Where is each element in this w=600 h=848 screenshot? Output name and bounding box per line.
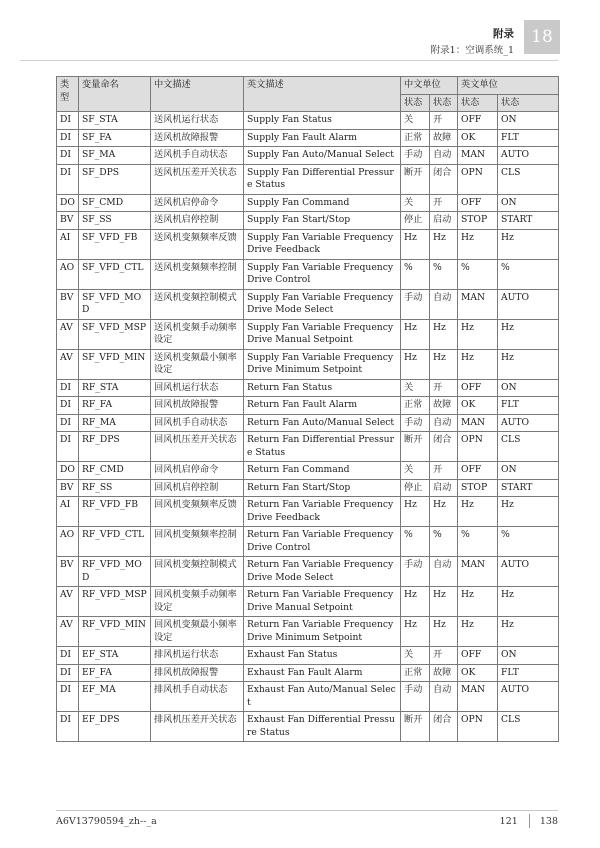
cell-cn-state-a: Hz	[401, 319, 430, 349]
table-row	[57, 712, 559, 742]
cell-type: DI	[57, 432, 79, 462]
cell-en-state-a: OPN	[458, 432, 498, 462]
cell-cn-desc: 排风机手自动状态	[151, 682, 244, 712]
cell-type: DI	[57, 379, 79, 397]
cell-cn-state-b: Hz	[430, 497, 458, 527]
cell-variable: RF_DPS	[79, 432, 151, 462]
cell-variable: SF_MA	[79, 147, 151, 165]
cell-type: AV	[57, 587, 79, 617]
table-row	[57, 112, 559, 130]
cell-cn-state-b: 自动	[430, 147, 458, 165]
cell-type: DI	[57, 147, 79, 165]
cell-cn-state-b: 故障	[430, 397, 458, 415]
cell-type: DI	[57, 414, 79, 432]
cell-cn-state-a: 关	[401, 462, 430, 480]
cell-cn-desc: 送风机启停命令	[151, 194, 244, 212]
cell-en-state-b: Hz	[498, 349, 559, 379]
cell-type: DI	[57, 664, 79, 682]
cell-cn-state-b: 闭合	[430, 432, 458, 462]
cell-type: BV	[57, 289, 79, 319]
cell-variable: RF_FA	[79, 397, 151, 415]
cell-en-state-a: OFF	[458, 112, 498, 130]
cell-en-state-b: FLT	[498, 664, 559, 682]
cell-cn-state-a: 停止	[401, 212, 430, 230]
cell-en-state-b: AUTO	[498, 557, 559, 587]
header-title: 附录	[493, 28, 514, 40]
cell-variable: EF_STA	[79, 647, 151, 665]
header-state: 状态	[430, 94, 458, 112]
cell-en-desc: Supply Fan Variable Frequency Drive Control	[244, 259, 401, 289]
cell-cn-desc: 回风机启停控制	[151, 479, 244, 497]
table-row	[57, 212, 559, 230]
cell-variable: RF_CMD	[79, 462, 151, 480]
cell-cn-state-b: %	[430, 259, 458, 289]
cell-cn-state-b: 启动	[430, 212, 458, 230]
cell-cn-desc: 回风机故障报警	[151, 397, 244, 415]
cell-cn-state-a: 关	[401, 194, 430, 212]
cell-cn-desc: 回风机变频手动频率设定	[151, 587, 244, 617]
cell-variable: EF_DPS	[79, 712, 151, 742]
cell-en-state-b: AUTO	[498, 682, 559, 712]
cell-variable: SF_VFD_MSP	[79, 319, 151, 349]
cell-cn-desc: 回风机变频最小频率设定	[151, 617, 244, 647]
table-row	[57, 647, 559, 665]
cell-cn-state-a: Hz	[401, 229, 430, 259]
cell-cn-state-b: 自动	[430, 557, 458, 587]
cell-cn-state-a: 断开	[401, 712, 430, 742]
cell-en-state-a: Hz	[458, 349, 498, 379]
cell-en-desc: Supply Fan Start/Stop	[244, 212, 401, 230]
cell-cn-desc: 送风机变频最小频率设定	[151, 349, 244, 379]
cell-en-state-b: ON	[498, 112, 559, 130]
cell-en-state-b: Hz	[498, 319, 559, 349]
cell-en-desc: Return Fan Status	[244, 379, 401, 397]
cell-cn-state-b: Hz	[430, 587, 458, 617]
page-total: 138	[539, 816, 558, 827]
cell-en-desc: Exhaust Fan Fault Alarm	[244, 664, 401, 682]
cell-cn-desc: 回风机变频频率控制	[151, 527, 244, 557]
cell-cn-desc: 送风机变频频率反馈	[151, 229, 244, 259]
cell-en-desc: Supply Fan Variable Frequency Drive Minimum Setpoint	[244, 349, 401, 379]
table-row	[57, 432, 559, 462]
cell-en-state-a: MAN	[458, 557, 498, 587]
cell-en-desc: Supply Fan Variable Frequency Drive Mode Select	[244, 289, 401, 319]
cell-en-state-b: AUTO	[498, 414, 559, 432]
cell-cn-desc: 送风机运行状态	[151, 112, 244, 130]
cell-cn-state-a: 手动	[401, 682, 430, 712]
header-rule	[20, 60, 558, 61]
table-row	[57, 164, 559, 194]
cell-en-desc: Supply Fan Variable Frequency Drive Manual Setpoint	[244, 319, 401, 349]
cell-en-desc: Return Fan Start/Stop	[244, 479, 401, 497]
cell-en-state-b: %	[498, 259, 559, 289]
cell-cn-state-a: 关	[401, 379, 430, 397]
cell-cn-desc: 送风机变频手动频率设定	[151, 319, 244, 349]
cell-variable: RF_VFD_CTL	[79, 527, 151, 557]
cell-en-desc: Return Fan Fault Alarm	[244, 397, 401, 415]
cell-cn-desc: 送风机启停控制	[151, 212, 244, 230]
cell-cn-state-b: 故障	[430, 664, 458, 682]
cell-variable: RF_STA	[79, 379, 151, 397]
table-body	[57, 112, 559, 742]
header-state: 状态	[498, 94, 559, 112]
cell-en-desc: Exhaust Fan Differential Pressure Status	[244, 712, 401, 742]
cell-en-desc: Return Fan Variable Frequency Drive Manual Setpoint	[244, 587, 401, 617]
cell-en-state-a: Hz	[458, 617, 498, 647]
cell-en-state-a: OPN	[458, 164, 498, 194]
cell-variable: SF_STA	[79, 112, 151, 130]
cell-variable: SF_DPS	[79, 164, 151, 194]
cell-en-desc: Return Fan Auto/Manual Select	[244, 414, 401, 432]
cell-cn-state-a: Hz	[401, 497, 430, 527]
cell-en-desc: Return Fan Variable Frequency Drive Control	[244, 527, 401, 557]
cell-type: DI	[57, 682, 79, 712]
cell-variable: SF_SS	[79, 212, 151, 230]
table-row	[57, 587, 559, 617]
cell-cn-state-b: 开	[430, 194, 458, 212]
table-row	[57, 557, 559, 587]
cell-en-state-b: Hz	[498, 587, 559, 617]
cell-en-state-a: OFF	[458, 462, 498, 480]
cell-en-state-a: Hz	[458, 497, 498, 527]
cell-type: AI	[57, 229, 79, 259]
table-row	[57, 682, 559, 712]
cell-variable: EF_FA	[79, 664, 151, 682]
cell-en-state-a: %	[458, 527, 498, 557]
cell-cn-state-b: %	[430, 527, 458, 557]
cell-en-desc: Return Fan Variable Frequency Drive Mode Select	[244, 557, 401, 587]
cell-cn-state-a: %	[401, 259, 430, 289]
cell-en-desc: Supply Fan Status	[244, 112, 401, 130]
cell-en-desc: Supply Fan Differential Pressure Status	[244, 164, 401, 194]
cell-type: AV	[57, 319, 79, 349]
cell-cn-desc: 排风机压差开关状态	[151, 712, 244, 742]
cell-cn-state-a: Hz	[401, 617, 430, 647]
table-row	[57, 497, 559, 527]
table-row	[57, 349, 559, 379]
cell-en-state-a: STOP	[458, 479, 498, 497]
cell-cn-state-a: 关	[401, 112, 430, 130]
cell-type: AO	[57, 259, 79, 289]
table-row	[57, 129, 559, 147]
cell-en-state-a: MAN	[458, 414, 498, 432]
cell-variable: RF_SS	[79, 479, 151, 497]
cell-variable: EF_MA	[79, 682, 151, 712]
table-row	[57, 379, 559, 397]
cell-en-state-b: AUTO	[498, 289, 559, 319]
table-row	[57, 229, 559, 259]
cell-variable: SF_VFD_CTL	[79, 259, 151, 289]
cell-cn-state-a: Hz	[401, 349, 430, 379]
cell-cn-desc: 送风机变频频率控制	[151, 259, 244, 289]
cell-variable: RF_VFD_MSP	[79, 587, 151, 617]
table-row	[57, 462, 559, 480]
cell-en-state-b: FLT	[498, 397, 559, 415]
cell-variable: SF_FA	[79, 129, 151, 147]
cell-cn-desc: 送风机压差开关状态	[151, 164, 244, 194]
cell-type: DI	[57, 397, 79, 415]
footer-doc-id: A6V13790594_zh--_a	[56, 816, 157, 827]
cell-en-state-a: OK	[458, 397, 498, 415]
cell-en-state-b: Hz	[498, 617, 559, 647]
cell-type: DI	[57, 112, 79, 130]
cell-en-state-b: FLT	[498, 129, 559, 147]
cell-type: AO	[57, 527, 79, 557]
cell-en-state-a: OPN	[458, 712, 498, 742]
cell-cn-desc: 回风机运行状态	[151, 379, 244, 397]
cell-en-state-a: MAN	[458, 289, 498, 319]
cell-en-state-a: Hz	[458, 587, 498, 617]
cell-cn-state-b: 开	[430, 112, 458, 130]
cell-en-desc: Exhaust Fan Auto/Manual Select	[244, 682, 401, 712]
header-en-desc: 英文描述	[244, 77, 401, 112]
header-variable: 变量命名	[79, 77, 151, 112]
cell-variable: SF_VFD_MIN	[79, 349, 151, 379]
cell-en-state-a: Hz	[458, 319, 498, 349]
cell-type: DO	[57, 462, 79, 480]
cell-cn-state-a: 断开	[401, 432, 430, 462]
table-row	[57, 319, 559, 349]
cell-cn-state-b: 开	[430, 379, 458, 397]
cell-en-state-b: ON	[498, 647, 559, 665]
header-en-unit: 英文单位	[458, 77, 559, 95]
cell-cn-desc: 排风机运行状态	[151, 647, 244, 665]
cell-en-state-a: STOP	[458, 212, 498, 230]
cell-variable: RF_MA	[79, 414, 151, 432]
cell-cn-desc: 回风机启停命令	[151, 462, 244, 480]
cell-en-desc: Supply Fan Auto/Manual Select	[244, 147, 401, 165]
cell-variable: SF_CMD	[79, 194, 151, 212]
cell-en-state-a: Hz	[458, 229, 498, 259]
table-row	[57, 147, 559, 165]
cell-en-state-a: %	[458, 259, 498, 289]
cell-cn-state-b: Hz	[430, 229, 458, 259]
cell-cn-state-a: %	[401, 527, 430, 557]
header-type: 类型	[57, 77, 79, 112]
cell-en-state-b: ON	[498, 462, 559, 480]
cell-en-desc: Supply Fan Variable Frequency Drive Feedback	[244, 229, 401, 259]
footer-separator	[529, 814, 530, 828]
cell-variable: RF_VFD_MIN	[79, 617, 151, 647]
cell-en-state-b: Hz	[498, 229, 559, 259]
cell-cn-desc: 排风机故障报警	[151, 664, 244, 682]
cell-cn-desc: 送风机变频控制模式	[151, 289, 244, 319]
cell-en-state-a: OFF	[458, 647, 498, 665]
cell-cn-state-b: 闭合	[430, 712, 458, 742]
header-state: 状态	[458, 94, 498, 112]
cell-cn-desc: 回风机压差开关状态	[151, 432, 244, 462]
cell-cn-state-b: 自动	[430, 682, 458, 712]
cell-cn-state-b: 闭合	[430, 164, 458, 194]
cell-en-state-b: %	[498, 527, 559, 557]
header-state: 状态	[401, 94, 430, 112]
cell-cn-state-b: Hz	[430, 349, 458, 379]
cell-en-state-a: MAN	[458, 147, 498, 165]
cell-en-state-a: MAN	[458, 682, 498, 712]
cell-en-state-b: CLS	[498, 712, 559, 742]
cell-cn-state-a: 正常	[401, 397, 430, 415]
cell-cn-state-b: Hz	[430, 319, 458, 349]
cell-en-state-b: ON	[498, 379, 559, 397]
header-cn-unit: 中文单位	[401, 77, 458, 95]
cell-type: DI	[57, 712, 79, 742]
table-row	[57, 289, 559, 319]
cell-variable: RF_VFD_FB	[79, 497, 151, 527]
cell-en-state-b: ON	[498, 194, 559, 212]
cell-type: DI	[57, 129, 79, 147]
table-row	[57, 397, 559, 415]
cell-type: DI	[57, 647, 79, 665]
cell-en-desc: Return Fan Variable Frequency Drive Feedback	[244, 497, 401, 527]
cell-type: AV	[57, 617, 79, 647]
cell-cn-state-a: 断开	[401, 164, 430, 194]
cell-en-state-a: OFF	[458, 194, 498, 212]
cell-en-desc: Return Fan Command	[244, 462, 401, 480]
cell-cn-state-a: Hz	[401, 587, 430, 617]
header-subtitle: 附录1：空调系统_1	[430, 45, 514, 56]
table-row	[57, 527, 559, 557]
table-row	[57, 414, 559, 432]
cell-cn-state-a: 手动	[401, 289, 430, 319]
cell-variable: SF_VFD_MOD	[79, 289, 151, 319]
table-row	[57, 194, 559, 212]
page-current: 121	[499, 816, 518, 827]
cell-type: DO	[57, 194, 79, 212]
table-row	[57, 664, 559, 682]
cell-cn-state-a: 手动	[401, 557, 430, 587]
cell-cn-desc: 回风机手自动状态	[151, 414, 244, 432]
cell-cn-state-b: 自动	[430, 289, 458, 319]
cell-cn-state-b: 故障	[430, 129, 458, 147]
cell-en-desc: Supply Fan Fault Alarm	[244, 129, 401, 147]
cell-variable: SF_VFD_FB	[79, 229, 151, 259]
cell-cn-state-a: 关	[401, 647, 430, 665]
cell-en-state-a: OFF	[458, 379, 498, 397]
cell-type: DI	[57, 164, 79, 194]
cell-en-state-b: START	[498, 212, 559, 230]
cell-cn-state-a: 停止	[401, 479, 430, 497]
cell-cn-state-b: 开	[430, 647, 458, 665]
cell-cn-state-a: 手动	[401, 414, 430, 432]
cell-type: AV	[57, 349, 79, 379]
cell-en-state-b: Hz	[498, 497, 559, 527]
cell-en-desc: Return Fan Variable Frequency Drive Minimum Setpoint	[244, 617, 401, 647]
cell-en-desc: Exhaust Fan Status	[244, 647, 401, 665]
cell-en-desc: Supply Fan Command	[244, 194, 401, 212]
footer-rule	[56, 810, 558, 811]
cell-en-state-a: OK	[458, 664, 498, 682]
cell-en-state-b: AUTO	[498, 147, 559, 165]
table-row	[57, 259, 559, 289]
cell-en-state-b: CLS	[498, 432, 559, 462]
table-row	[57, 479, 559, 497]
chapter-badge: 18	[524, 20, 560, 54]
cell-cn-state-a: 正常	[401, 129, 430, 147]
table-row	[57, 617, 559, 647]
cell-en-state-b: CLS	[498, 164, 559, 194]
cell-type: BV	[57, 557, 79, 587]
cell-cn-state-b: 自动	[430, 414, 458, 432]
variable-table	[56, 76, 559, 742]
cell-type: BV	[57, 212, 79, 230]
cell-en-state-b: START	[498, 479, 559, 497]
cell-cn-desc: 送风机故障报警	[151, 129, 244, 147]
cell-type: AI	[57, 497, 79, 527]
cell-cn-state-a: 正常	[401, 664, 430, 682]
cell-type: BV	[57, 479, 79, 497]
cell-cn-state-b: 启动	[430, 479, 458, 497]
cell-cn-desc: 回风机变频控制模式	[151, 557, 244, 587]
cell-cn-desc: 送风机手自动状态	[151, 147, 244, 165]
header-cn-desc: 中文描述	[151, 77, 244, 112]
cell-cn-state-b: Hz	[430, 617, 458, 647]
cell-en-state-a: OK	[458, 129, 498, 147]
cell-variable: RF_VFD_MOD	[79, 557, 151, 587]
cell-cn-state-b: 开	[430, 462, 458, 480]
cell-cn-state-a: 手动	[401, 147, 430, 165]
cell-en-desc: Return Fan Differential Pressure Status	[244, 432, 401, 462]
cell-cn-desc: 回风机变频频率反馈	[151, 497, 244, 527]
